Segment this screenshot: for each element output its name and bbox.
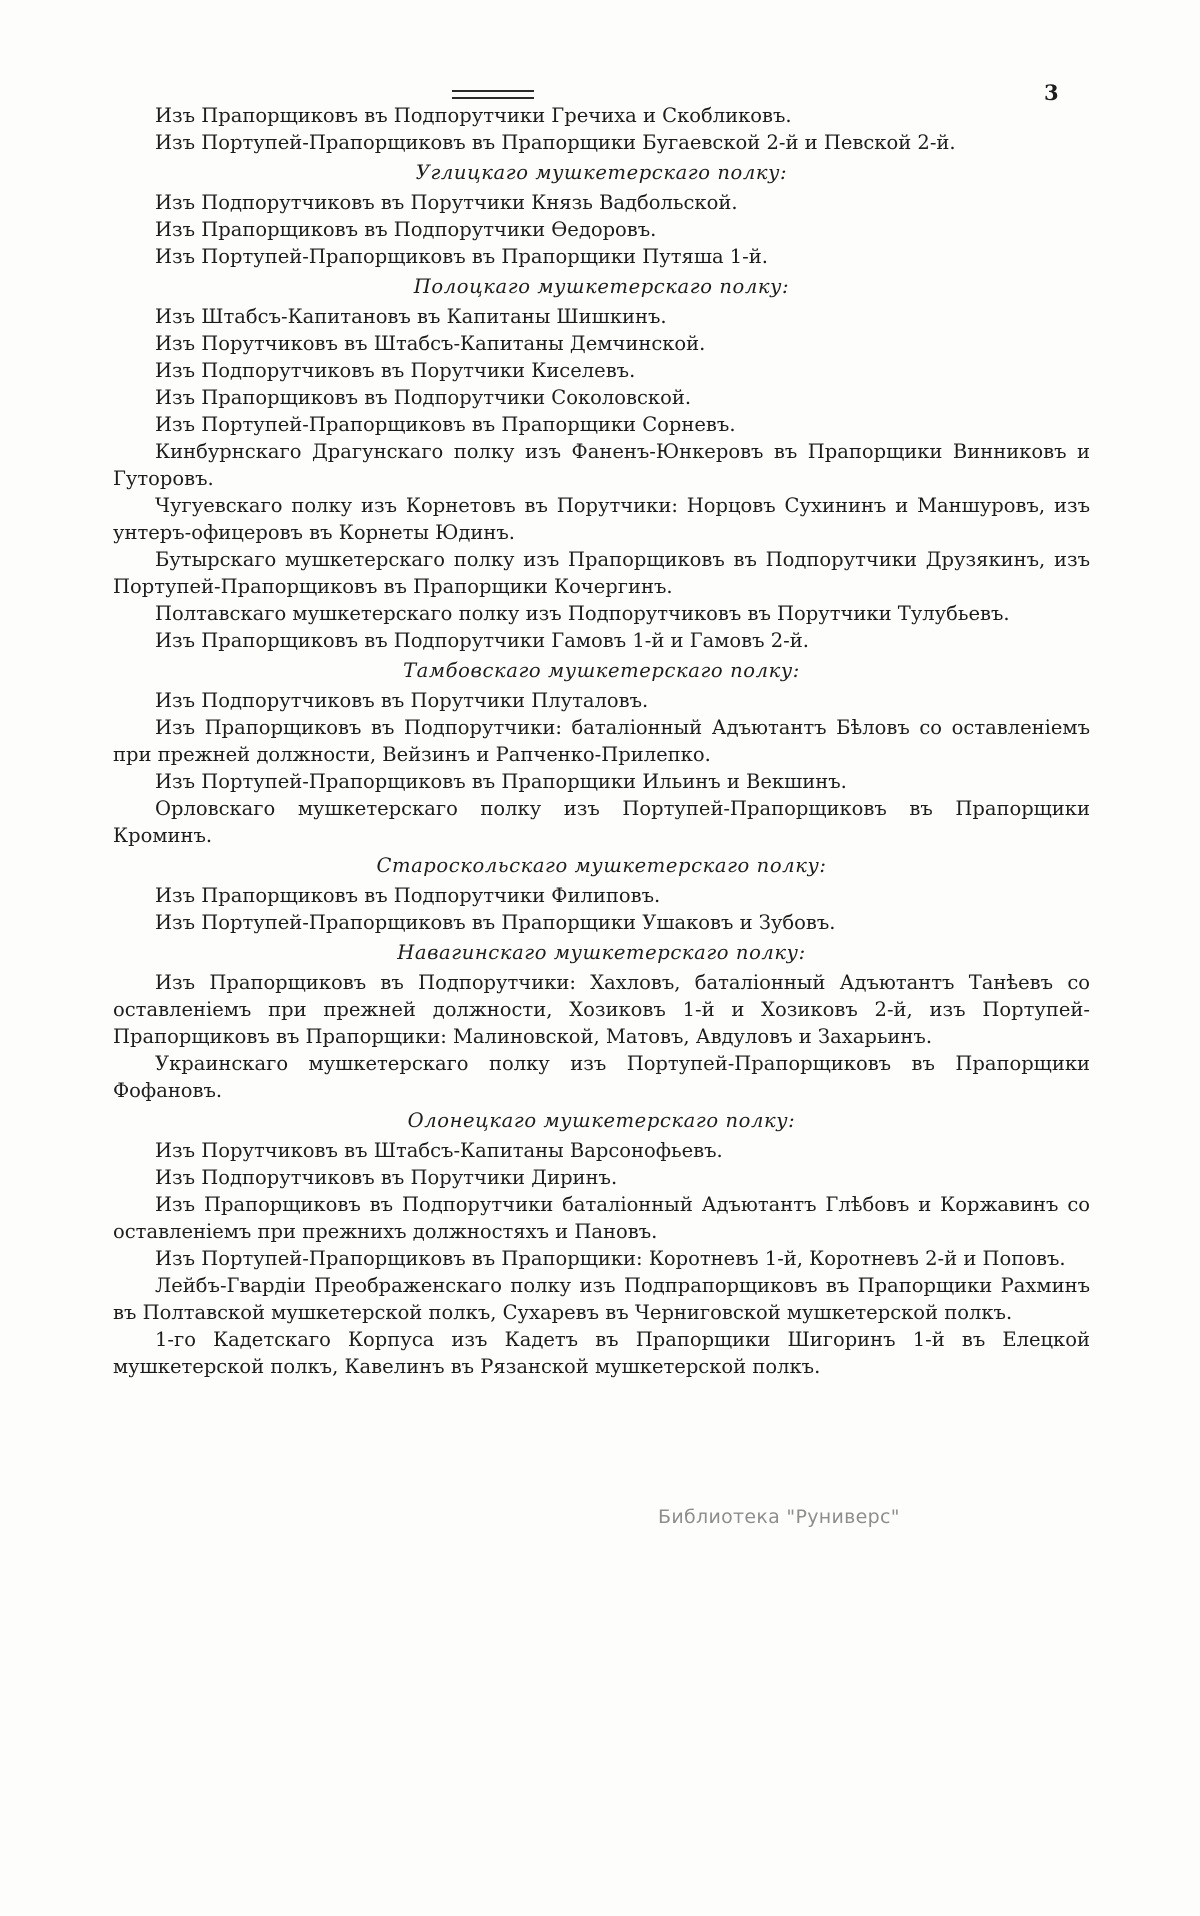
regiment-heading: Навагинскаго мушкетерскаго полку: bbox=[397, 941, 806, 964]
library-watermark: Библиотека "Руниверс" bbox=[658, 1506, 900, 1528]
text-line: Изъ Портупей-Прапорщиковъ въ Прапорщики: Коротневъ 1-й, Коротневъ 2-й и Поповъ. bbox=[155, 1247, 1066, 1270]
regiment-heading: Староскольскаго мушкетерскаго полку: bbox=[376, 854, 827, 877]
text-line: Чугуевскаго полку изъ Корнетовъ въ Порутчики: Норцовъ Сухининъ и Маншуровъ, изъ унтеръ-офицеровъ въ Корнеты Юдинъ. bbox=[113, 494, 1090, 544]
text-line: Изъ Прапорщиковъ въ Подпорутчики Соколовской. bbox=[155, 386, 692, 409]
text-line: 1-го Кадетскаго Корпуса изъ Кадетъ въ Прапорщики Шигоринъ 1-й въ Елецкой мушкетерской полкъ, Кавелинъ въ Рязанской мушкетерской полкъ. bbox=[113, 1328, 1090, 1378]
regiment-heading: Олонецкаго мушкетерскаго полку: bbox=[407, 1109, 796, 1132]
regiment-heading: Полоцкаго мушкетерскаго полку: bbox=[413, 275, 790, 298]
text-line: Изъ Прапорщиковъ въ Подпорутчики Ѳедоровъ. bbox=[155, 218, 657, 241]
page-number: 3 bbox=[1044, 80, 1059, 105]
text-line: Изъ Подпорутчиковъ въ Порутчики Киселевъ. bbox=[155, 359, 636, 382]
text-line: Изъ Портупей-Прапорщиковъ въ Прапорщики Ушаковъ и Зубовъ. bbox=[155, 911, 836, 934]
text-line: Кинбурнскаго Драгунскаго полку изъ Фаненъ-Юнкеровъ въ Прапорщики Винниковъ и Гуторовъ. bbox=[113, 440, 1090, 490]
text-line: Изъ Прапорщиковъ въ Подпорутчики: Хахловъ, баталіонный Адъютантъ Танѣевъ со оставленіемъ при прежней должности, Хозиковъ 1-й и Хозиковъ 2-й, изъ Портупей-Прапорщиковъ въ Прапорщики: Малиновской, Матовъ, Авдуловъ и Захарьинъ. bbox=[113, 971, 1090, 1048]
text-line: Изъ Порутчиковъ въ Штабсъ-Капитаны Варсонофьевъ. bbox=[155, 1139, 723, 1162]
text-line: Изъ Порутчиковъ въ Штабсъ-Капитаны Демчинской. bbox=[155, 332, 706, 355]
text-line: Изъ Штабсъ-Капитановъ въ Капитаны Шишкинъ. bbox=[155, 305, 667, 328]
text-line: Орловскаго мушкетерскаго полку изъ Портупей-Прапорщиковъ въ Прапорщики Кроминъ. bbox=[113, 797, 1090, 847]
text-line: Изъ Прапорщиковъ въ Подпорутчики Филиповъ. bbox=[155, 884, 661, 907]
text-line: Изъ Прапорщиковъ въ Подпорутчики: баталіонный Адъютантъ Бѣловъ со оставленіемъ при прежней должности, Вейзинъ и Рапченко-Прилепко. bbox=[113, 716, 1090, 766]
text-line: Изъ Портупей-Прапорщиковъ въ Прапорщики Бугаевской 2-й и Певской 2-й. bbox=[155, 131, 956, 154]
regiment-heading: Углицкаго мушкетерскаго полку: bbox=[415, 161, 788, 184]
page-content bbox=[113, 102, 1090, 1380]
text-line: Изъ Подпорутчиковъ въ Порутчики Князь Вадбольской. bbox=[155, 191, 738, 214]
text-line: Лейбъ-Гвардіи Преображенскаго полку изъ Подпрапорщиковъ въ Прапорщики Рахминъ въ Полтавской мушкетерской полкъ, Сухаревъ въ Черниговской мушкетерской полкъ. bbox=[113, 1274, 1090, 1324]
text-line: Изъ Подпорутчиковъ въ Порутчики Диринъ. bbox=[155, 1166, 618, 1189]
text-line: Изъ Подпорутчиковъ въ Порутчики Плуталовъ. bbox=[155, 689, 649, 712]
text-line: Изъ Портупей-Прапорщиковъ въ Прапорщики Сорневъ. bbox=[155, 413, 736, 436]
text-line: Изъ Прапорщиковъ въ Подпорутчики Гречиха и Скобликовъ. bbox=[155, 104, 792, 127]
text-line: Полтавскаго мушкетерскаго полку изъ Подпорутчиковъ въ Порутчики Тулубьевъ. bbox=[155, 602, 1010, 625]
double-rule-divider bbox=[452, 90, 534, 99]
text-line: Изъ Портупей-Прапорщиковъ въ Прапорщики Ильинъ и Векшинъ. bbox=[155, 770, 847, 793]
text-line: Изъ Прапорщиковъ въ Подпорутчики Гамовъ 1-й и Гамовъ 2-й. bbox=[155, 629, 809, 652]
text-line: Украинскаго мушкетерскаго полку изъ Портупей-Прапорщиковъ въ Прапорщики Фофановъ. bbox=[113, 1052, 1090, 1102]
text-line: Изъ Прапорщиковъ въ Подпорутчики баталіонный Адъютантъ Глѣбовъ и Коржавинъ со оставленіемъ при прежнихъ должностяхъ и Пановъ. bbox=[113, 1193, 1090, 1243]
regiment-heading: Тамбовскаго мушкетерскаго полку: bbox=[403, 659, 800, 682]
text-line: Изъ Портупей-Прапорщиковъ въ Прапорщики Путяша 1-й. bbox=[155, 245, 768, 268]
text-line: Бутырскаго мушкетерскаго полку изъ Прапорщиковъ въ Подпорутчики Друзякинъ, изъ Портупей-Прапорщиковъ въ Прапорщики Кочергинъ. bbox=[113, 548, 1090, 598]
